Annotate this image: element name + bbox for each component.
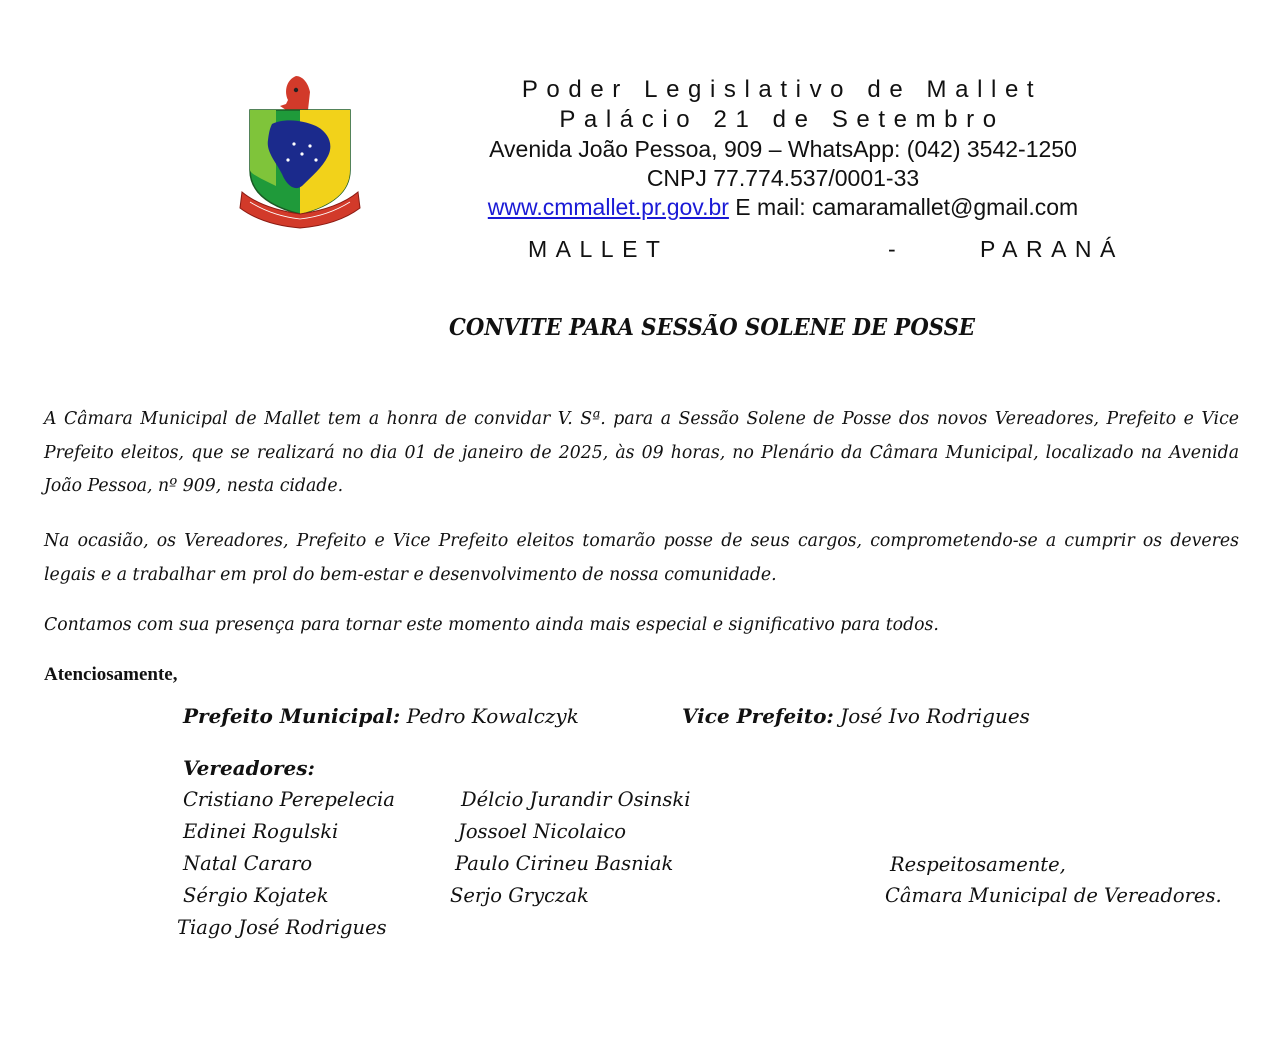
councilor-name: Cristiano Perepelecia: [183, 788, 395, 811]
vice-mayor-name: José Ivo Rodrigues: [833, 704, 1030, 728]
paragraph-occasion: Na ocasião, os Vereadores, Prefeito e Vice Prefeito eleitos tomarão posse de seus cargos, comprometendo-se a cumprir os deveres legais e a trabalhar em prol do bem-estar e desenvolvimento de nossa comunidade.: [44, 531, 1239, 585]
councilor-name: Jossoel Nicolaico: [458, 820, 627, 843]
signoff-institution: Câmara Municipal de Vereadores.: [885, 884, 1222, 907]
palace-name: Palácio 21 de Setembro: [559, 106, 1005, 133]
paragraph-invitation: A Câmara Municipal de Mallet tem a honra de convidar V. Sª. para a Sessão Solene de Posse dos novos Vereadores, Prefeito e Vice Prefeito eleitos, que se realizará no dia 01 de janeiro de 2025, às 09 horas, no Plenário da Câmara Municipal, localizado na Avenida João Pessoa, nº 909, nesta cidade.: [44, 409, 1239, 496]
cnpj-line: CNPJ 77.774.537/0001-33: [646, 165, 920, 191]
city-name: MALLET: [528, 236, 669, 262]
closing-text: Atenciosamente,: [44, 664, 178, 685]
paragraph-presence: Contamos com sua presença para tornar este momento ainda mais especial e significativo para todos.: [44, 615, 939, 635]
councilor-name: Délcio Jurandir Osinski: [461, 788, 691, 811]
councilor-name: Natal Cararo: [183, 852, 313, 875]
mayor-name: Pedro Kowalczyk: [400, 704, 579, 728]
website-link[interactable]: www.cmmallet.pr.gov.br: [487, 194, 729, 220]
councilor-name: Tiago José Rodrigues: [177, 916, 387, 939]
councilor-name: Paulo Cirineu Basniak: [455, 852, 674, 875]
signoff-greeting: Respeitosamente,: [890, 853, 1066, 876]
email-text: E mail: camaramallet@gmail.com: [728, 194, 1079, 220]
address-line: Avenida João Pessoa, 909 – WhatsApp: (042) 3542-1250: [489, 136, 1077, 162]
contact-line: [0, 194, 1280, 221]
mayor-label: Prefeito Municipal:: [183, 704, 401, 728]
councilor-name: Serjo Gryczak: [450, 884, 589, 907]
councilor-name: Edinei Rogulski: [183, 820, 339, 843]
vice-mayor-label: Vice Prefeito:: [682, 704, 834, 728]
city-state-separator: -: [888, 236, 896, 262]
councilor-name: Sérgio Kojatek: [183, 884, 329, 907]
org-name: Poder Legislativo de Mallet: [521, 76, 1043, 103]
state-name: PARANÁ: [980, 236, 1124, 262]
mayor-signature: [183, 704, 579, 728]
document-title: CONVITE PARA SESSÃO SOLENE DE POSSE: [448, 314, 976, 341]
vice-mayor-signature: [682, 704, 1030, 728]
councilors-label: Vereadores:: [183, 756, 315, 780]
